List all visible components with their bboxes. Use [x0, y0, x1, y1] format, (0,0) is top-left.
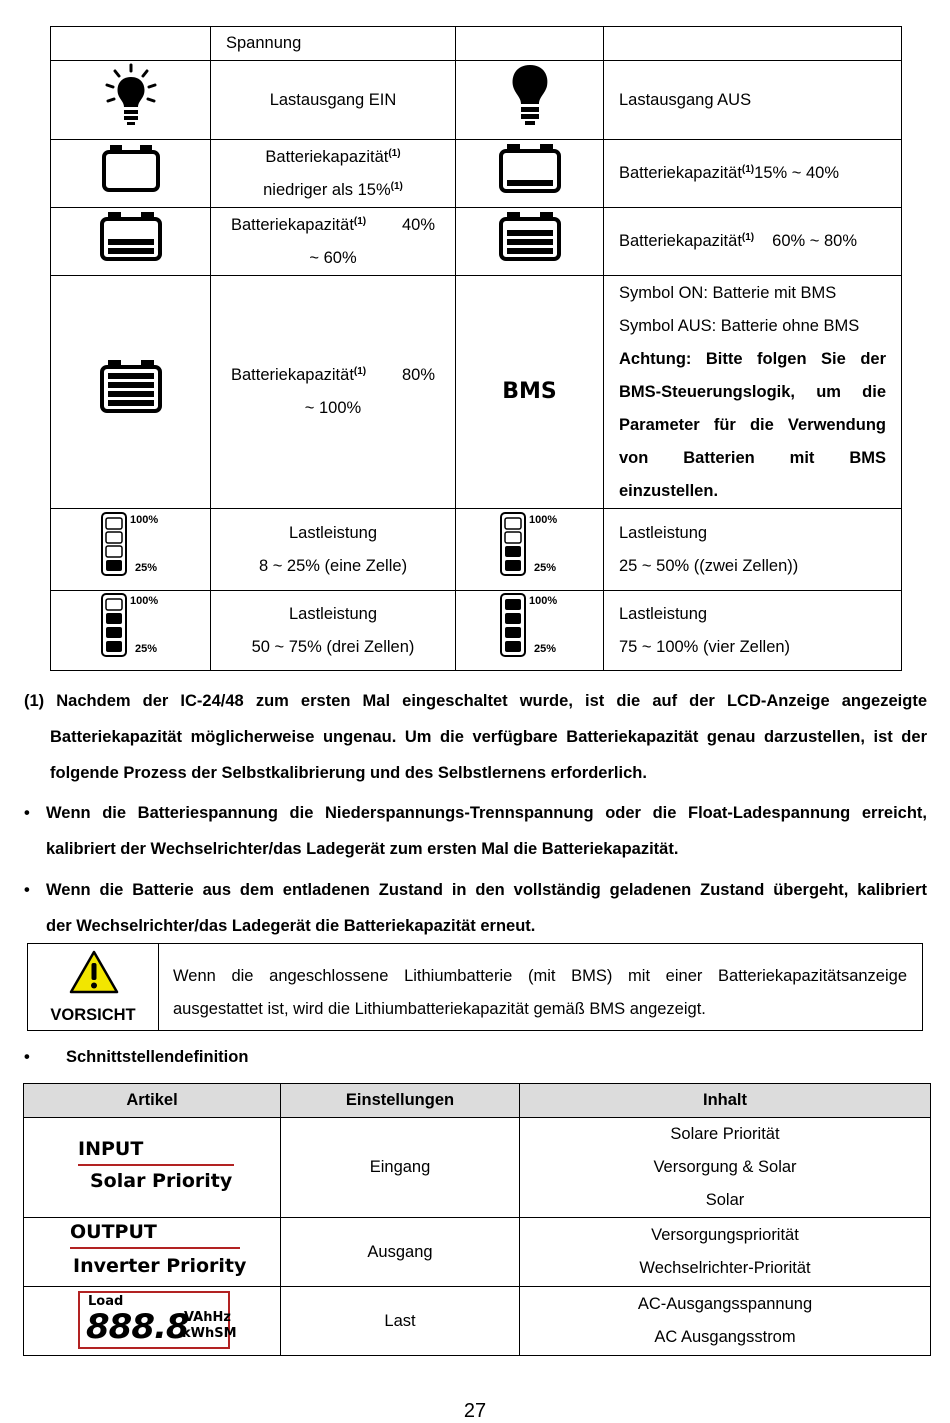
- bms-icon: BMS: [456, 276, 604, 509]
- calibration-note-1: Wenn die Batteriespannung die Niederspannungs-Trennspannung oder die Float-Ladespannung erreicht, kalibriert der Wechselrichter/das Ladegerät zum ersten Mal die Batteriekapazität.: [46, 804, 927, 858]
- bulb-off-icon: [456, 61, 604, 140]
- lcd-input-solar-priority: INPUT Solar Priority: [24, 1118, 281, 1218]
- capacity-below-15-label: Batteriekapazität$^{(1)}$ niedriger als 15%$^{(1)}$: [211, 140, 456, 208]
- content-load: AC-Ausgangsspannung AC Ausgangsstrom: [520, 1287, 931, 1356]
- caution-label: VORSICHT: [50, 1006, 136, 1024]
- capacity-80-100-label: Batteriekapazität$^{(1)}$ 80% ~ 100%: [211, 276, 456, 509]
- svg-text:25%: 25%: [533, 561, 556, 574]
- load-gauge-two-cells-icon: [456, 509, 604, 591]
- red-divider: [70, 1247, 240, 1249]
- bms-description: Symbol ON: Batterie mit BMS Symbol AUS: Batterie ohne BMS Achtung: Bitte folgen Sie der BMS-Steuerungslogik, um die Parameter für die Verwendung von Batterien mit BMS einzustellen.: [604, 276, 902, 509]
- bullet-2: •: [24, 881, 30, 899]
- interface-table: [23, 1083, 931, 1356]
- svg-text:25%: 25%: [134, 642, 157, 655]
- battery-empty-icon: [51, 140, 211, 208]
- load-gauge-four-cells-icon: [456, 591, 604, 671]
- bullet-1: •: [24, 804, 30, 822]
- warning-icon: [69, 950, 119, 994]
- battery-icon-table: [50, 26, 902, 671]
- content-output: Versorgungspriorität Wechselrichter-Priorität: [520, 1218, 931, 1287]
- svg-text:25%: 25%: [533, 642, 556, 655]
- red-divider: [78, 1164, 234, 1166]
- battery-three-bars-icon: [456, 208, 604, 276]
- interface-heading: Schnittstellendefinition: [66, 1048, 249, 1066]
- battery-two-bars-icon: [51, 208, 211, 276]
- battery-full-icon: [51, 276, 211, 509]
- capacity-15-40-label: Batteriekapazität$^{(1)}$15% ~ 40%: [604, 140, 902, 208]
- svg-text:100%: 100%: [129, 594, 158, 607]
- header-settings: Einstellungen: [281, 1084, 520, 1118]
- load-power-8-25-label: Lastleistung 8 ~ 25% (eine Zelle): [211, 509, 456, 591]
- page-number: 27: [463, 1400, 487, 1422]
- footnote-1: (1) Nachdem der IC-24/48 zum ersten Mal eingeschaltet wurde, ist die auf der LCD-Anzeige angezeigte Batteriekapazität möglicherweise ungenau. Um die verfügbare Batteriekapazität genau darzustellen, ist der folgende Prozess der Selbstkalibrierung und des Selbstlernens erforderlich.: [24, 692, 927, 782]
- svg-text:100%: 100%: [129, 513, 158, 526]
- load-gauge-one-cell-icon: [51, 509, 211, 591]
- load-gauge-three-cells-icon: [51, 591, 211, 671]
- capacity-60-80-label: Batteriekapazität$^{(1)}$ 60% ~ 80%: [604, 208, 902, 276]
- voltage-label: Spannung: [211, 27, 456, 61]
- capacity-40-60-label: Batteriekapazität$^{(1)}$ 40% ~ 60%: [211, 208, 456, 276]
- load-power-50-75-label: Lastleistung 50 ~ 75% (drei Zellen): [211, 591, 456, 671]
- content-input: Solare Priorität Versorgung & Solar Solar: [520, 1118, 931, 1218]
- svg-text:100%: 100%: [528, 594, 557, 607]
- lcd-frame: Load 888.8 VAhHz kWhSM: [78, 1291, 230, 1349]
- load-output-off-label: Lastausgang AUS: [604, 61, 902, 140]
- battery-one-bar-icon: [456, 140, 604, 208]
- lcd-output-inverter-priority: OUTPUT Inverter Priority: [24, 1218, 281, 1287]
- header-content: Inhalt: [520, 1084, 931, 1118]
- bulb-on-icon: [51, 61, 211, 140]
- setting-load: Last: [281, 1287, 520, 1356]
- load-power-75-100-label: Lastleistung 75 ~ 100% (vier Zellen): [604, 591, 902, 671]
- svg-text:25%: 25%: [134, 561, 157, 574]
- setting-input: Eingang: [281, 1118, 520, 1218]
- caution-text: Wenn die angeschlossene Lithiumbatterie (mit BMS) mit einer Batteriekapazitätsanzeige ausgestattet ist, wird die Lithiumbatteriekapazität gemäß BMS angezeigt.: [173, 967, 907, 1018]
- lcd-load-display: [24, 1287, 281, 1356]
- setting-output: Ausgang: [281, 1218, 520, 1287]
- calibration-note-2: Wenn die Batterie aus dem entladenen Zustand in den vollständig geladenen Zustand übergeht, kalibriert der Wechselrichter/das Ladegerät die Batteriekapazität erneut.: [46, 881, 927, 935]
- header-article: Artikel: [24, 1084, 281, 1118]
- svg-text:100%: 100%: [528, 513, 557, 526]
- bullet-3: •: [24, 1048, 30, 1066]
- load-output-on-label: Lastausgang EIN: [211, 61, 456, 140]
- caution-box: [27, 943, 923, 1031]
- load-power-25-50-label: Lastleistung 25 ~ 50% ((zwei Zellen)): [604, 509, 902, 591]
